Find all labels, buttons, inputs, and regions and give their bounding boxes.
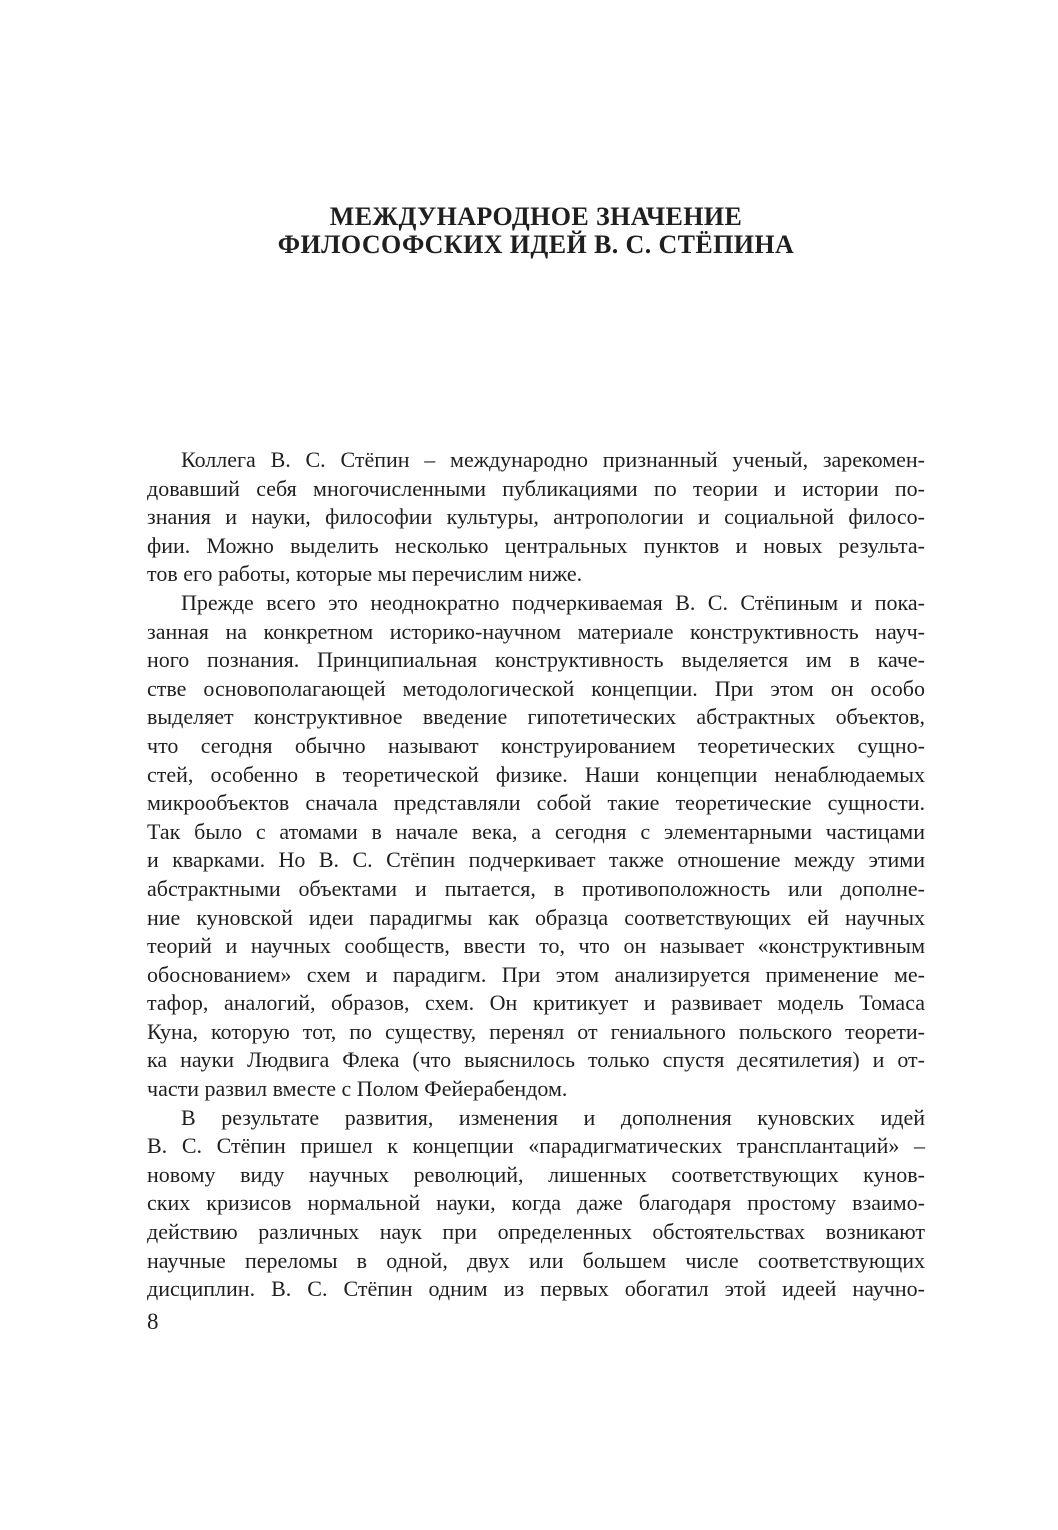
- text-line: занная на конкретном историко-научном материале конструктивность науч-: [147, 618, 925, 644]
- text-line: В результате развития, изменения и дополнения куновских идей: [181, 1104, 925, 1130]
- text-line: тафор, аналогий, образов, схем. Он критикует и развивает модель Томаса: [147, 990, 925, 1016]
- text-line: Куна, которую тот, по существу, перенял от гениального польского теорети-: [147, 1018, 925, 1044]
- body-text: [147, 446, 925, 1304]
- text-line: дисциплин. В. С. Стёпин одним из первых обогатил этой идеей научно-: [147, 1276, 925, 1302]
- text-line: обоснованием» схем и парадигм. При этом анализируется применение ме-: [147, 961, 925, 987]
- text-line: ние куновской идеи парадигмы как образца соответствующих ей научных: [147, 904, 925, 930]
- title-line: МЕЖДУНАРОДНОЕ ЗНАЧЕНИЕ: [329, 202, 743, 231]
- text-line: В. С. Стёпин пришел к концепции «парадигматических трансплантаций» –: [147, 1133, 925, 1159]
- text-line: научные переломы в одной, двух или большем числе соответствующих: [147, 1247, 925, 1273]
- text-line: выделяет конструктивное введение гипотетических абстрактных объектов,: [147, 704, 925, 730]
- text-line: стве основополагающей методологической концепции. При этом он особо: [147, 675, 925, 701]
- text-line: микрообъектов сначала представляли собой такие теоретические сущности.: [147, 790, 925, 816]
- text-line: стей, особенно в теоретической физике. Наши концепции ненаблюдаемых: [147, 761, 925, 787]
- title-line: ФИЛОСОФСКИХ ИДЕЙ В. С. СТЁПИНА: [277, 230, 795, 259]
- text-line: ских кризисов нормальной науки, когда даже благодаря простому взаимо-: [147, 1190, 925, 1216]
- text-line: действию различных наук при определенных обстоятельствах возникают: [147, 1219, 925, 1245]
- text-line: что сегодня обычно называют конструированием теоретических сущно-: [147, 732, 925, 758]
- text-line: тов его работы, которые мы перечислим ниже.: [147, 561, 583, 587]
- text-line: ного познания. Принципиальная конструктивность выделяется им в каче-: [147, 647, 925, 673]
- text-line: знания и науки, философии культуры, антропологии и социальной филосо-: [147, 504, 925, 530]
- page-title: [140, 203, 932, 259]
- text-line: новому виду научных революций, лишенных соответствующих кунов-: [147, 1161, 925, 1187]
- text-line: Так было с атомами в начале века, а сегодня с элементарными частицами: [147, 818, 925, 844]
- text-line: части развил вместе с Полом Фейерабендом.: [147, 1076, 568, 1102]
- text-line: Прежде всего это неоднократно подчеркиваемая В. С. Стёпиным и пока-: [181, 589, 925, 615]
- page-number: 8: [147, 1309, 159, 1334]
- text-line: ка науки Людвига Флека (что выяснилось только спустя десятилетия) и от-: [147, 1047, 925, 1073]
- text-line: Коллега В. С. Стёпин – международно признанный ученый, зарекомен-: [181, 447, 925, 472]
- text-line: довавший себя многочисленными публикациями по теории и истории по-: [147, 475, 925, 501]
- text-line: теорий и научных сообществ, ввести то, что он называет «конструктивным: [147, 933, 925, 959]
- text-line: фии. Можно выделить несколько центральных пунктов и новых результа-: [147, 532, 925, 558]
- text-line: и кварками. Но В. С. Стёпин подчеркивает также отношение между этими: [147, 847, 925, 873]
- text-line: абстрактными объектами и пытается, в противоположность или дополне-: [147, 875, 925, 901]
